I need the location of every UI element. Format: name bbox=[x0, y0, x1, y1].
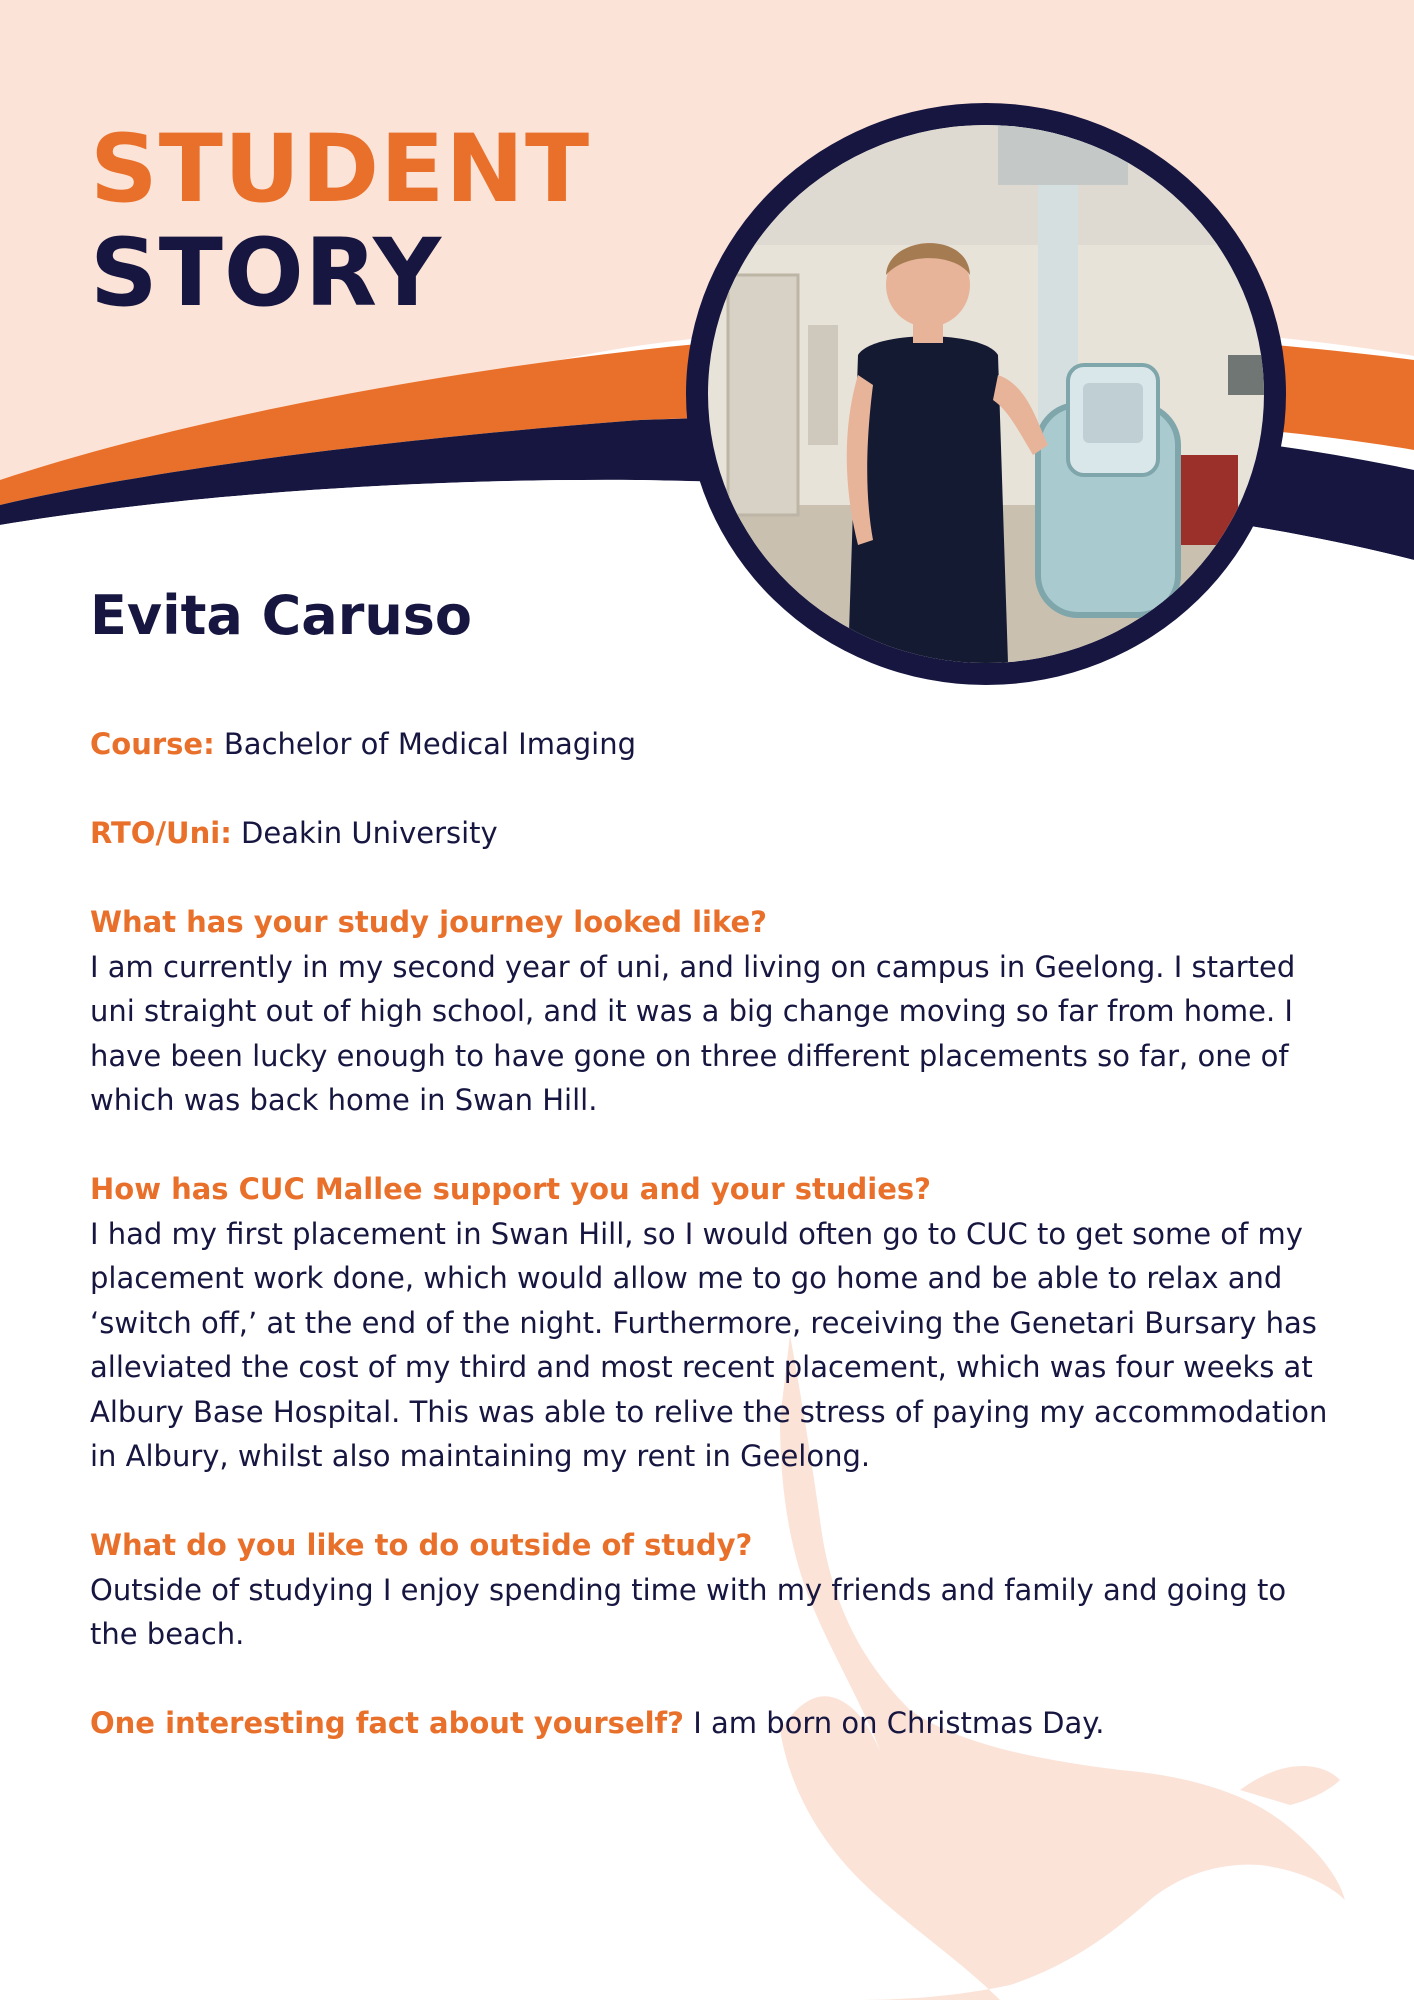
story-content bbox=[90, 722, 1330, 1790]
answer-text: Outside of studying I enjoy spending time with my friends and family and going to the beach. bbox=[90, 1572, 1287, 1651]
title-line-2: STORY bbox=[90, 219, 443, 328]
answer-text: I had my first placement in Swan Hill, so I would often go to CUC to get some of my placement work done, which would allow me to go home and be able to relax and ‘switch off,’ at the end of the night. Furthermore, receiving the Genetari Bursary has alleviated the cost of my third and most recent placement, which was four weeks at Albury Base Hospital. This was able to relive the stress of paying my accommodation in Albury, whilst also maintaining my rent in Geelong. bbox=[90, 1216, 1328, 1473]
qa-block-cuc-support bbox=[90, 1167, 1330, 1479]
fact-line bbox=[90, 1701, 1330, 1746]
qa-block-study-journey bbox=[90, 900, 1330, 1123]
title-line-1: STUDENT bbox=[90, 115, 591, 224]
student-name: Evita Caruso bbox=[90, 584, 473, 647]
rto-line bbox=[90, 811, 1330, 856]
rto-value: Deakin University bbox=[241, 816, 498, 850]
question-heading: What do you like to do outside of study? bbox=[90, 1528, 753, 1562]
answer-text: I am currently in my second year of uni, and living on campus in Geelong. I started uni straight out of high school, and it was a big change moving so far from home. I have been lucky enough to have gone on three different placements so far, one of which was back home in Swan Hill. bbox=[90, 949, 1296, 1117]
course-line bbox=[90, 722, 1330, 767]
course-value: Bachelor of Medical Imaging bbox=[223, 727, 636, 761]
portrait-frame bbox=[686, 103, 1286, 685]
qa-block-outside-study bbox=[90, 1523, 1330, 1657]
page-title bbox=[90, 115, 591, 328]
course-label: Course: bbox=[90, 727, 215, 761]
student-portrait-photo bbox=[708, 125, 1264, 663]
rto-label: RTO/Uni: bbox=[90, 816, 232, 850]
question-heading: How has CUC Mallee support you and your studies? bbox=[90, 1172, 931, 1206]
fact-question: One interesting fact about yourself? bbox=[90, 1706, 684, 1740]
fact-answer: I am born on Christmas Day. bbox=[693, 1706, 1105, 1740]
question-heading: What has your study journey looked like? bbox=[90, 905, 767, 939]
